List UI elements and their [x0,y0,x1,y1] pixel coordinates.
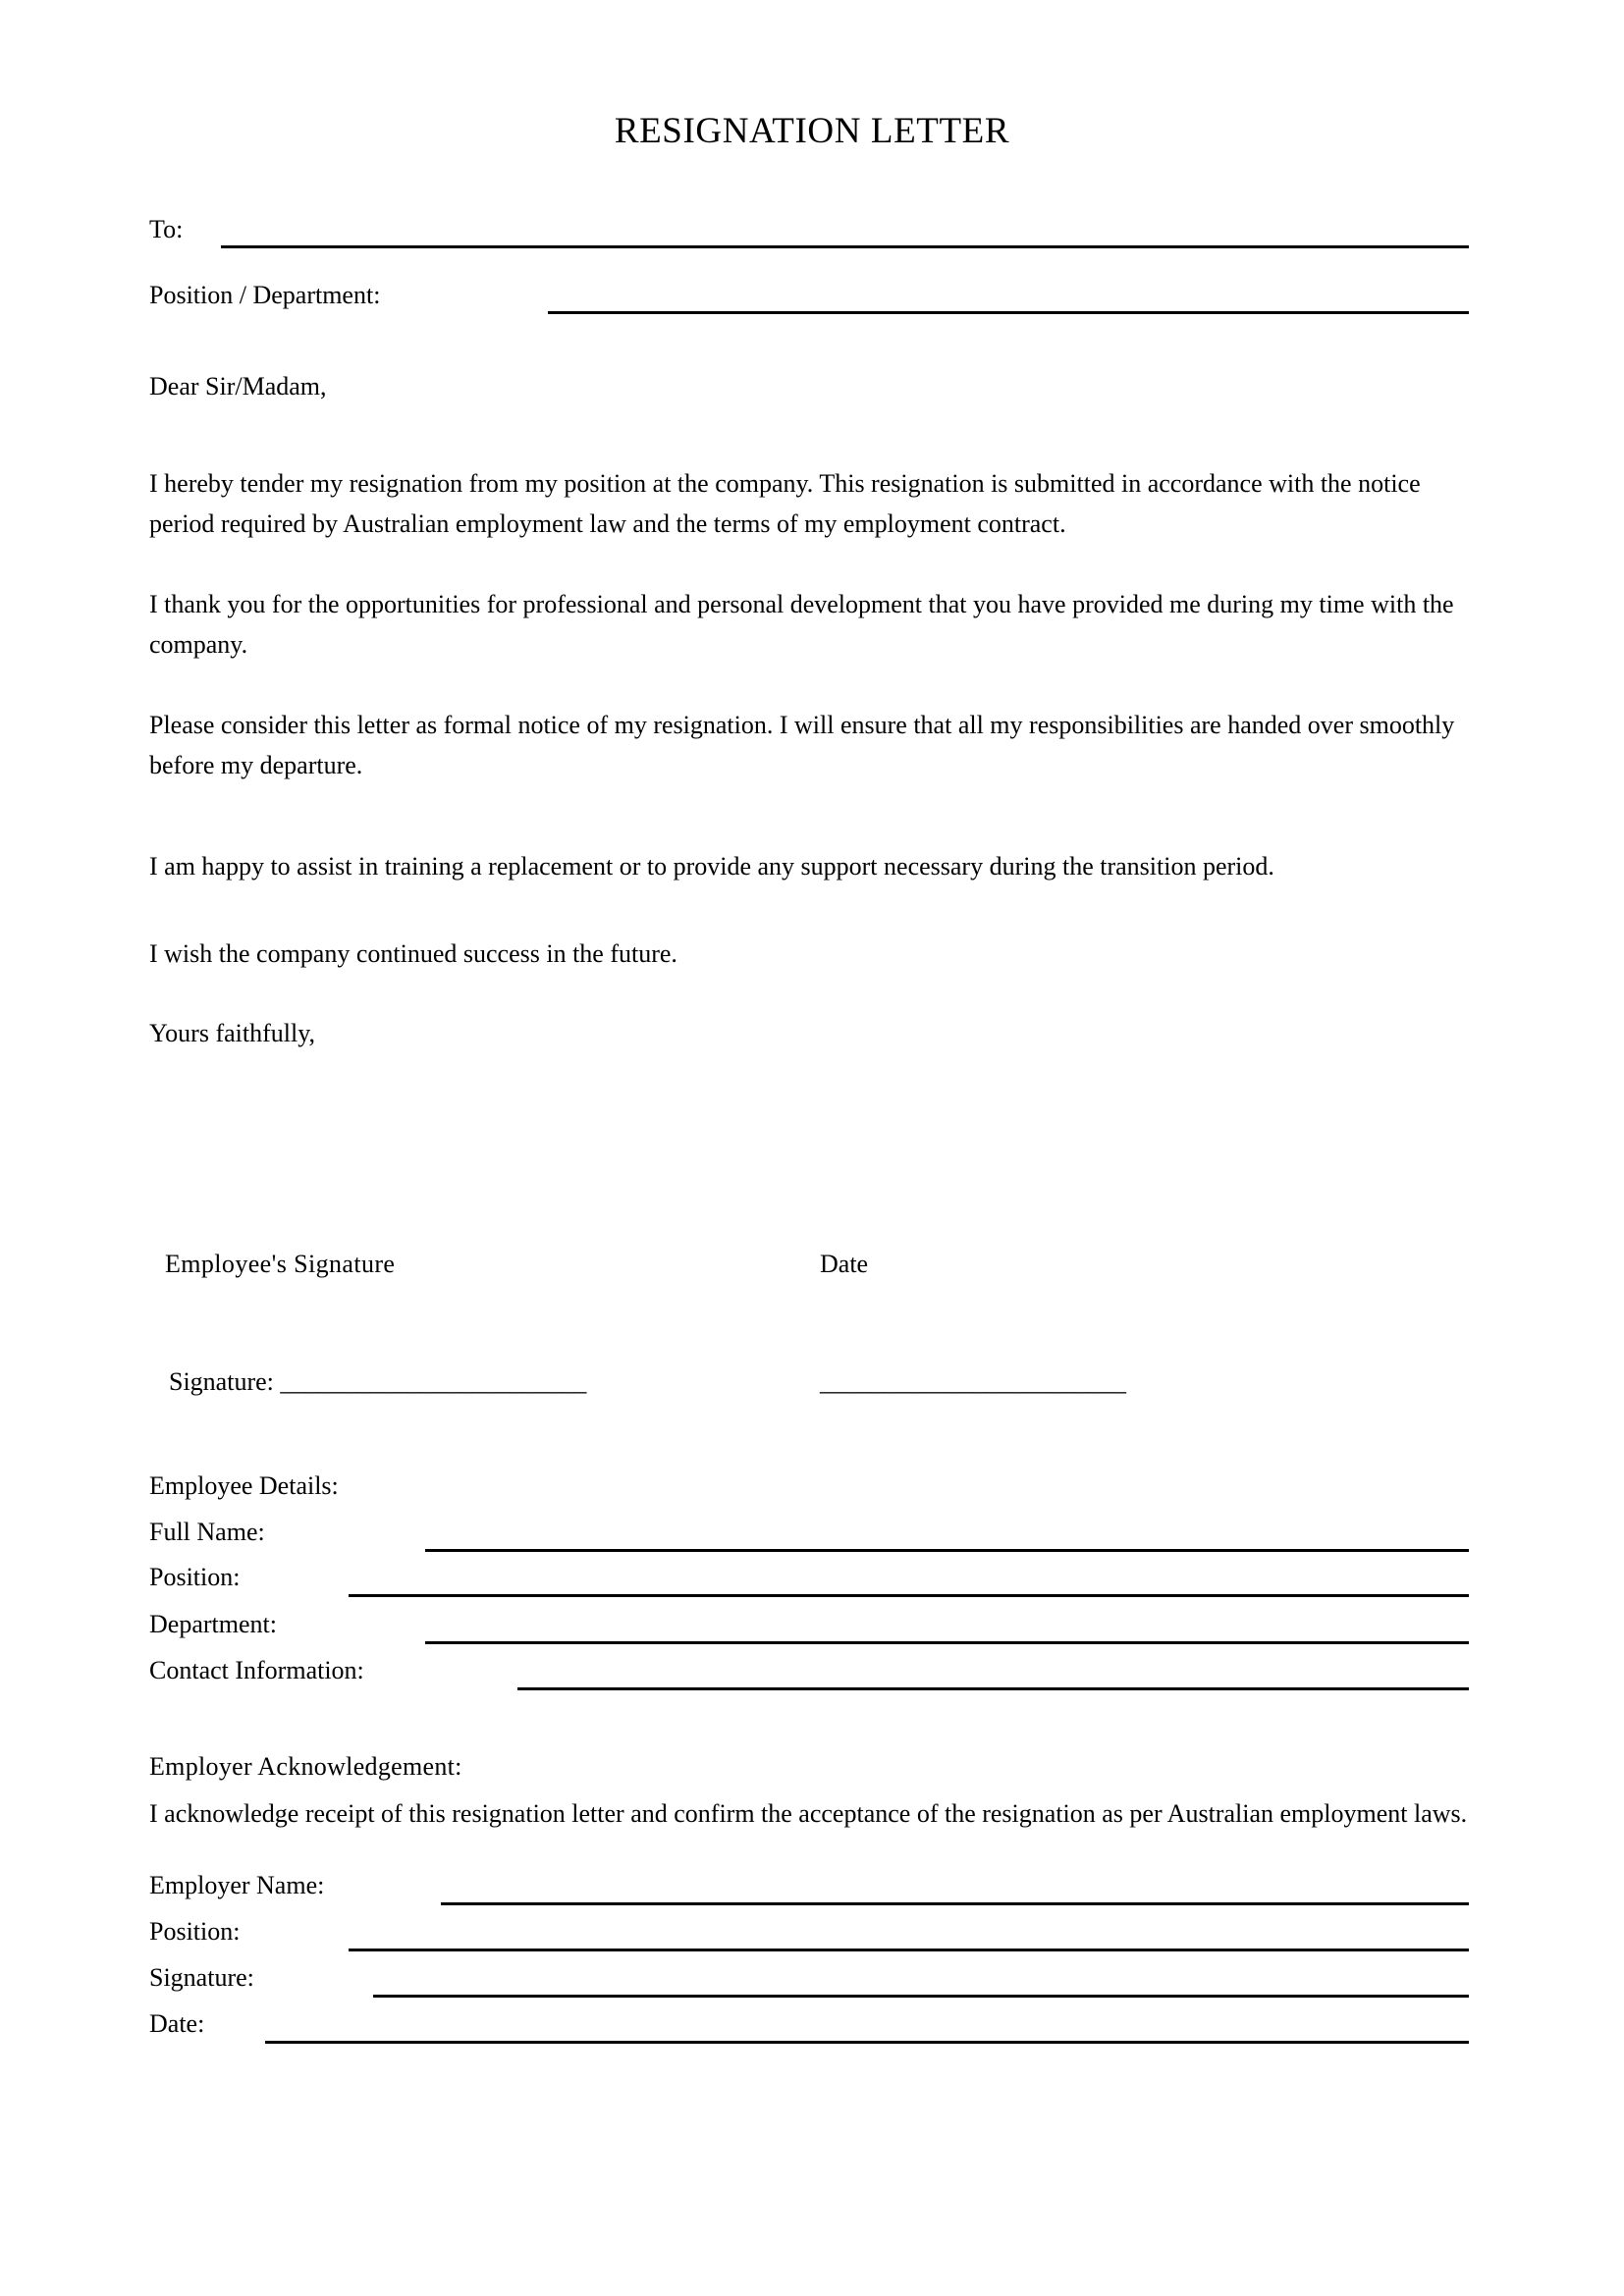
input-line-employer-date[interactable] [265,2041,1469,2044]
body-paragraph-4: I am happy to assist in training a replacement or to provide any support necessary during the transition period. [149,852,1274,881]
body-paragraph-1: I hereby tender my resignation from my position at the company. This resignation is submitted in accordance with the notice period required by Australian employment law and the terms of my employment contract. [149,469,1421,538]
input-line-department[interactable] [425,1641,1469,1644]
field-row-employer-name [149,1870,1469,1909]
label-employee-position: Position: [149,1563,241,1591]
label-to: To: [149,215,184,243]
employer-acknowledgement-heading: Employer Acknowledgement: [149,1752,462,1781]
field-row-employee-position [149,1562,1469,1601]
employee-date-field[interactable]: ________________________ [820,1367,1126,1396]
input-line-employer-signature[interactable] [373,1995,1469,1998]
field-row-employer-date [149,2008,1469,2048]
label-position-department: Position / Department: [149,281,381,309]
employee-details-heading: Employee Details: [149,1471,339,1500]
label-employer-name: Employer Name: [149,1871,325,1899]
label-department: Department: [149,1610,277,1638]
field-row-contact-information [149,1655,1469,1694]
body-paragraph-5: I wish the company continued success in the future. [149,939,677,968]
label-employer-signature: Signature: [149,1963,254,1992]
field-row-full-name [149,1517,1469,1556]
input-line-employer-name[interactable] [441,1902,1469,1905]
label-employer-date: Date: [149,2009,205,2038]
input-line-contact-information[interactable] [517,1687,1469,1690]
employer-acknowledgement-statement: I acknowledge receipt of this resignation letter and confirm the acceptance of the resignation as per Australian employment laws. [149,1799,1468,1828]
field-row-position-department [149,280,1469,319]
date-caption: Date [820,1250,869,1278]
label-full-name: Full Name: [149,1518,265,1546]
input-line-position-department[interactable] [548,311,1469,314]
input-line-employee-position[interactable] [349,1594,1469,1597]
field-row-employer-position [149,1916,1469,1955]
body-paragraph-3: Please consider this letter as formal notice of my resignation. I will ensure that all my responsibilities are handed over smoothly before my departure. [149,711,1455,779]
label-contact-information: Contact Information: [149,1656,364,1684]
page-title: RESIGNATION LETTER [614,111,1010,151]
closing-salutation: Yours faithfully, [149,1019,316,1047]
input-line-to[interactable] [221,245,1469,248]
field-row-employer-signature [149,1962,1469,2002]
label-employer-position: Position: [149,1917,241,1946]
body-paragraph-2: I thank you for the opportunities for professional and personal development that you have provided me during my time with the company. [149,590,1454,659]
input-line-employer-position[interactable] [349,1949,1469,1951]
employee-signature-field[interactable]: Signature: ________________________ [169,1367,587,1396]
employee-signature-caption: Employee's Signature [165,1250,396,1278]
field-row-to [149,214,1469,253]
field-row-department [149,1609,1469,1648]
salutation: Dear Sir/Madam, [149,372,327,400]
input-line-full-name[interactable] [425,1549,1469,1552]
